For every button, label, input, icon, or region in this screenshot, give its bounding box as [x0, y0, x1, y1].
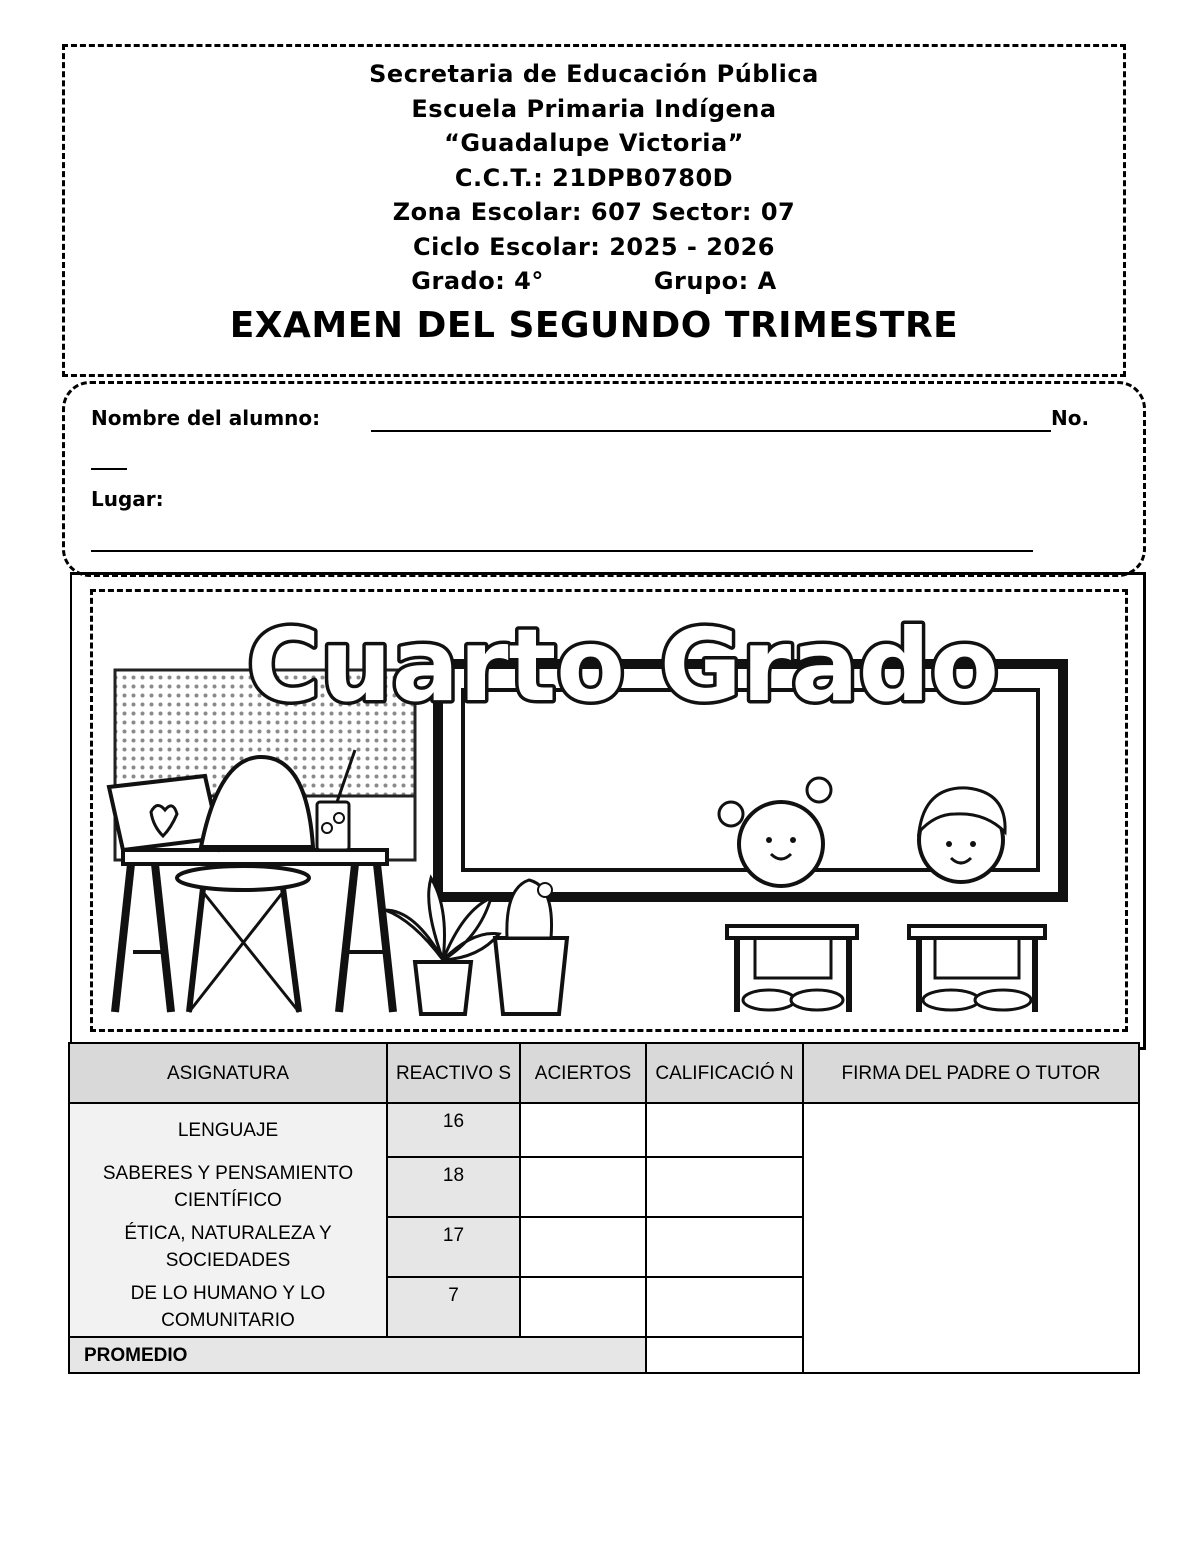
grupo-text: Grupo: A: [653, 267, 777, 295]
exam-title: EXAMEN DEL SEGUNDO TRIMESTRE: [229, 304, 959, 346]
lugar-field[interactable]: [91, 550, 1033, 552]
table-row: [69, 1103, 1139, 1157]
zona-line: Zona Escolar: 607 Sector: 07: [392, 198, 796, 226]
header-reactivos: REACTIVO S: [387, 1043, 520, 1103]
school-name-line: “Guadalupe Victoria”: [444, 129, 744, 157]
promedio-cell[interactable]: [646, 1337, 803, 1373]
plant-pot-icon: [415, 962, 471, 1014]
aciertos-cell[interactable]: [520, 1277, 646, 1337]
promedio-label: PROMEDIO: [69, 1337, 646, 1373]
school-type-line: Escuela Primaria Indígena: [411, 94, 777, 123]
calificacion-cell[interactable]: [646, 1277, 803, 1337]
cactus-pot-icon: [495, 938, 567, 1014]
grado-grupo-line: [65, 264, 1123, 299]
lugar-label: Lugar:: [91, 487, 164, 511]
illustration-frame: [70, 572, 1146, 1050]
desk-icon: [123, 850, 387, 864]
reactivos-cell: 7: [387, 1277, 520, 1337]
classroom-illustration: [93, 592, 1125, 1029]
header-aciertos: ACIERTOS: [520, 1043, 646, 1103]
secretaria-line: Secretaria de Educación Pública: [369, 60, 819, 88]
header-asignatura: ASIGNATURA: [69, 1043, 387, 1103]
aciertos-cell[interactable]: [520, 1157, 646, 1217]
cct-line: C.C.T.: 21DPB0780D: [454, 163, 734, 192]
firma-cell[interactable]: [803, 1103, 1139, 1373]
nombre-field[interactable]: [371, 430, 1051, 432]
student-girl-icon: [739, 802, 823, 886]
student-desk-right: [909, 926, 1045, 938]
aciertos-cell[interactable]: [520, 1103, 646, 1157]
calificacion-cell[interactable]: [646, 1217, 803, 1277]
calificacion-cell[interactable]: [646, 1157, 803, 1217]
aciertos-cell[interactable]: [520, 1217, 646, 1277]
grado-text: Grado: 4°: [411, 267, 544, 295]
subject-cell: DE LO HUMANO Y LO COMUNITARIO: [69, 1277, 387, 1337]
illustration-inner-frame: [90, 589, 1128, 1032]
numero-field[interactable]: [91, 468, 127, 470]
grades-table: [68, 1042, 1140, 1374]
calificacion-cell[interactable]: [646, 1103, 803, 1157]
ciclo-line: Ciclo Escolar: 2025 - 2026: [412, 232, 775, 261]
reactivos-cell: 17: [387, 1217, 520, 1277]
reactivos-cell: 18: [387, 1157, 520, 1217]
student-desk-left: [727, 926, 857, 938]
table-header-row: [69, 1043, 1139, 1103]
subject-cell: ÉTICA, NATURALEZA Y SOCIEDADES: [69, 1217, 387, 1277]
nombre-label: Nombre del alumno:: [91, 406, 321, 430]
numero-label: No.: [1051, 406, 1090, 430]
banner-title: Cuarto Grado: [247, 607, 999, 724]
subject-cell: LENGUAJE: [69, 1103, 387, 1157]
subject-cell: SABERES Y PENSAMIENTO CIENTÍFICO: [69, 1157, 387, 1217]
student-info-box: [62, 381, 1146, 577]
header-firma: FIRMA DEL PADRE O TUTOR: [803, 1043, 1139, 1103]
reactivos-cell: 16: [387, 1103, 520, 1157]
header-calificacion: CALIFICACIÓ N: [646, 1043, 803, 1103]
school-header: [62, 44, 1126, 377]
